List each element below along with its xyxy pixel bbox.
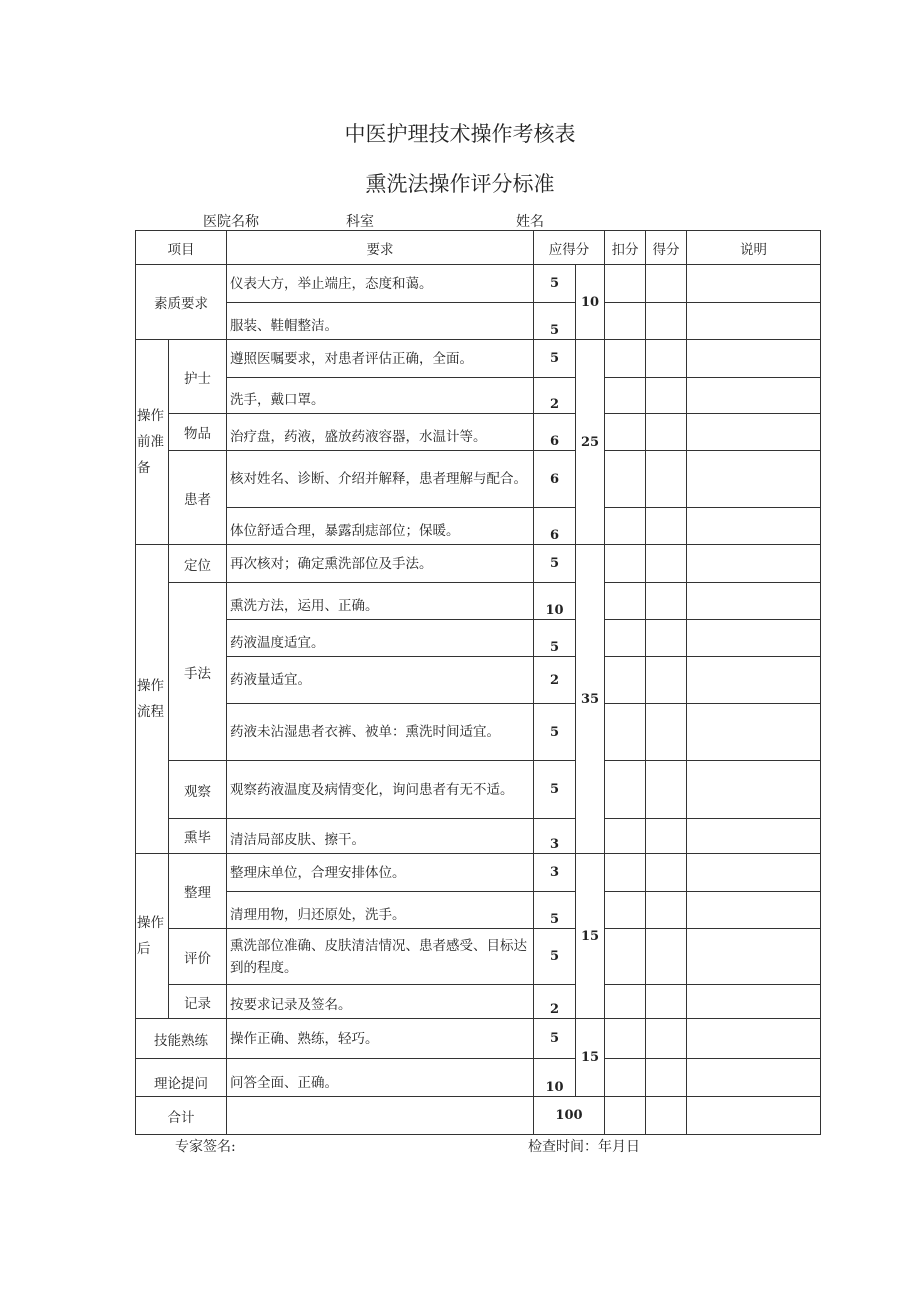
note-cell[interactable]: [687, 1097, 821, 1135]
note-cell[interactable]: [687, 819, 821, 854]
got-cell[interactable]: [646, 985, 687, 1019]
post-eval-label: 评价: [169, 929, 227, 985]
note-cell[interactable]: [687, 704, 821, 761]
proc-observe-label: 观察: [169, 761, 227, 819]
proc-method-label: 手法: [169, 583, 227, 761]
note-cell[interactable]: [687, 545, 821, 583]
header-row: [136, 231, 821, 265]
header-deduct: 扣分: [605, 231, 646, 265]
got-cell[interactable]: [646, 303, 687, 340]
prep-score-4: 6: [534, 451, 576, 508]
name-label: 姓名: [516, 214, 544, 230]
table-row: [136, 303, 821, 340]
deduct-cell[interactable]: [605, 929, 646, 985]
proc-score-7: 3: [534, 819, 576, 854]
deduct-cell[interactable]: [605, 583, 646, 620]
table-row: [136, 761, 821, 819]
proc-finish-label: 熏毕: [169, 819, 227, 854]
table-row: [136, 583, 821, 620]
post-total: 15: [576, 854, 605, 1019]
proc-score-3: 5: [534, 620, 576, 657]
proc-total: 35: [576, 545, 605, 854]
note-cell[interactable]: [687, 620, 821, 657]
note-cell[interactable]: [687, 1059, 821, 1097]
table-row: [136, 819, 821, 854]
deduct-cell[interactable]: [605, 378, 646, 414]
note-cell[interactable]: [687, 1019, 821, 1059]
header-req: 要求: [227, 231, 534, 265]
header-got: 得分: [646, 231, 687, 265]
theory-score-1: 10: [534, 1059, 576, 1097]
prep-total: 25: [576, 340, 605, 545]
post-score-1: 3: [534, 854, 576, 892]
got-cell[interactable]: [646, 1059, 687, 1097]
deduct-cell[interactable]: [605, 620, 646, 657]
note-cell[interactable]: [687, 985, 821, 1019]
proc-req-1: 再次核对；确定熏洗部位及手法。: [227, 545, 534, 583]
note-cell[interactable]: [687, 508, 821, 545]
proc-score-2: 10: [534, 583, 576, 620]
note-cell[interactable]: [687, 451, 821, 508]
proc-req-3: 药液温度适宜。: [227, 620, 534, 657]
proc-req-6: 观察药液温度及病情变化，询问患者有无不适。: [227, 761, 534, 819]
quality-label: 素质要求: [136, 265, 227, 340]
post-score-3: 5: [534, 929, 576, 985]
note-cell[interactable]: [687, 303, 821, 340]
post-score-4: 2: [534, 985, 576, 1019]
total-row: [136, 1097, 821, 1135]
deduct-cell[interactable]: [605, 1097, 646, 1135]
proc-req-2: 熏洗方法，运用、正确。: [227, 583, 534, 620]
post-req-2: 清理用物，归还原处，洗手。: [227, 892, 534, 929]
table-row: [136, 1019, 821, 1059]
proc-req-4: 药液量适宜。: [227, 657, 534, 704]
header-item: 项目: [136, 231, 227, 265]
prep-nurse-label: 护士: [169, 340, 227, 414]
post-req-1: 整理床单位，合理安排体位。: [227, 854, 534, 892]
note-cell[interactable]: [687, 657, 821, 704]
proc-score-6: 5: [534, 761, 576, 819]
proc-label: 操作流程: [136, 545, 169, 854]
quality-total: 10: [576, 265, 605, 340]
deduct-cell[interactable]: [605, 340, 646, 378]
table-row: [136, 1059, 821, 1097]
score-table: [135, 230, 821, 1135]
hospital-field[interactable]: [259, 216, 346, 231]
deduct-cell[interactable]: [605, 1059, 646, 1097]
info-line: [203, 211, 694, 231]
total-label: 合计: [136, 1097, 227, 1135]
total-score: 100: [534, 1097, 605, 1135]
note-cell[interactable]: [687, 761, 821, 819]
table-row: [136, 340, 821, 378]
post-record-label: 记录: [169, 985, 227, 1019]
post-score-2: 5: [534, 892, 576, 929]
quality-score-1: 5: [534, 265, 576, 303]
got-cell[interactable]: [646, 620, 687, 657]
dept-field[interactable]: [374, 216, 516, 231]
deduct-cell[interactable]: [605, 819, 646, 854]
got-cell[interactable]: [646, 378, 687, 414]
got-cell[interactable]: [646, 265, 687, 303]
note-cell[interactable]: [687, 414, 821, 451]
note-cell[interactable]: [687, 854, 821, 892]
prep-patient-label: 患者: [169, 451, 227, 545]
skill-req-1: 操作正确、熟练，轻巧。: [227, 1019, 534, 1059]
table-row: [136, 929, 821, 985]
proc-position-label: 定位: [169, 545, 227, 583]
post-tidy-label: 整理: [169, 854, 227, 929]
theory-label: 理论提问: [136, 1059, 227, 1097]
note-cell[interactable]: [687, 265, 821, 303]
quality-score-2: 5: [534, 303, 576, 340]
prep-label: 操作前准备: [136, 340, 169, 545]
deduct-cell[interactable]: [605, 545, 646, 583]
hospital-label: 医院名称: [203, 214, 259, 230]
prep-score-2: 2: [534, 378, 576, 414]
got-cell[interactable]: [646, 508, 687, 545]
proc-score-5: 5: [534, 704, 576, 761]
note-cell[interactable]: [687, 583, 821, 620]
deduct-cell[interactable]: [605, 508, 646, 545]
deduct-cell[interactable]: [605, 704, 646, 761]
table-row: [136, 508, 821, 545]
table-row: [136, 378, 821, 414]
check-time: 检查时间：年月日: [528, 1139, 640, 1155]
prep-score-5: 6: [534, 508, 576, 545]
prep-req-3: 治疗盘，药液，盛放药液容器，水温计等。: [227, 414, 534, 451]
proc-score-1: 5: [534, 545, 576, 583]
deduct-cell[interactable]: [605, 451, 646, 508]
page-title: 中医护理技术操作考核表: [344, 122, 576, 146]
table-row: [136, 265, 821, 303]
got-cell[interactable]: [646, 929, 687, 985]
proc-req-7: 清洁局部皮肤、擦干。: [227, 819, 534, 854]
got-cell[interactable]: [646, 892, 687, 929]
name-field[interactable]: [544, 216, 694, 231]
dept-label: 科室: [346, 214, 374, 230]
got-cell[interactable]: [646, 583, 687, 620]
page-subtitle: 熏洗法操作评分标准: [365, 172, 555, 196]
table-row: [136, 854, 821, 892]
note-cell[interactable]: [687, 929, 821, 985]
proc-score-4: 2: [534, 657, 576, 704]
table-row: [136, 892, 821, 929]
deduct-cell[interactable]: [605, 761, 646, 819]
table-row: [136, 451, 821, 508]
post-label: 操作后: [136, 854, 169, 1019]
note-cell[interactable]: [687, 378, 821, 414]
expert-signature: 专家签名:: [175, 1139, 236, 1155]
header-note: 说明: [687, 231, 821, 265]
proc-req-5: 药液未沾湿患者衣裤、被单：熏洗时间适宜。: [227, 704, 534, 761]
skill-label: 技能熟练: [136, 1019, 227, 1059]
table-row: [136, 620, 821, 657]
got-cell[interactable]: [646, 545, 687, 583]
post-req-4: 按要求记录及签名。: [227, 985, 534, 1019]
deduct-cell[interactable]: [605, 892, 646, 929]
total-req-cell: [227, 1097, 534, 1135]
got-cell[interactable]: [646, 451, 687, 508]
deduct-cell[interactable]: [605, 1019, 646, 1059]
deduct-cell[interactable]: [605, 854, 646, 892]
deduct-cell[interactable]: [605, 414, 646, 451]
skill-total: 15: [576, 1019, 605, 1097]
prep-req-4: 核对姓名、诊断、介绍并解释，患者理解与配合。: [227, 451, 534, 508]
theory-req-1: 问答全面、正确。: [227, 1059, 534, 1097]
deduct-cell[interactable]: [605, 985, 646, 1019]
got-cell[interactable]: [646, 819, 687, 854]
table-row: [136, 657, 821, 704]
table-row: [136, 985, 821, 1019]
got-cell[interactable]: [646, 854, 687, 892]
quality-req-2: 服装、鞋帽整洁。: [227, 303, 534, 340]
got-cell[interactable]: [646, 414, 687, 451]
note-cell[interactable]: [687, 340, 821, 378]
prep-req-5: 体位舒适合理，暴露刮痣部位；保暖。: [227, 508, 534, 545]
table-row: [136, 545, 821, 583]
got-cell[interactable]: [646, 761, 687, 819]
got-cell[interactable]: [646, 340, 687, 378]
note-cell[interactable]: [687, 892, 821, 929]
got-cell[interactable]: [646, 1097, 687, 1135]
deduct-cell[interactable]: [605, 657, 646, 704]
got-cell[interactable]: [646, 657, 687, 704]
prep-req-2: 洗手，戴口罩。: [227, 378, 534, 414]
got-cell[interactable]: [646, 1019, 687, 1059]
quality-req-1: 仪表大方，举止端庄，态度和蔼。: [227, 265, 534, 303]
prep-score-3: 6: [534, 414, 576, 451]
prep-req-1: 遵照医嘱要求，对患者评估正确，全面。: [227, 340, 534, 378]
prep-items-label: 物品: [169, 414, 227, 451]
post-req-3: 熏洗部位准确、皮肤清洁情况、患者感受、目标达到的程度。: [227, 929, 534, 985]
deduct-cell[interactable]: [605, 265, 646, 303]
header-score: 应得分: [534, 231, 605, 265]
got-cell[interactable]: [646, 704, 687, 761]
table-row: [136, 414, 821, 451]
table-row: [136, 704, 821, 761]
skill-score-1: 5: [534, 1019, 576, 1059]
prep-score-1: 5: [534, 340, 576, 378]
deduct-cell[interactable]: [605, 303, 646, 340]
